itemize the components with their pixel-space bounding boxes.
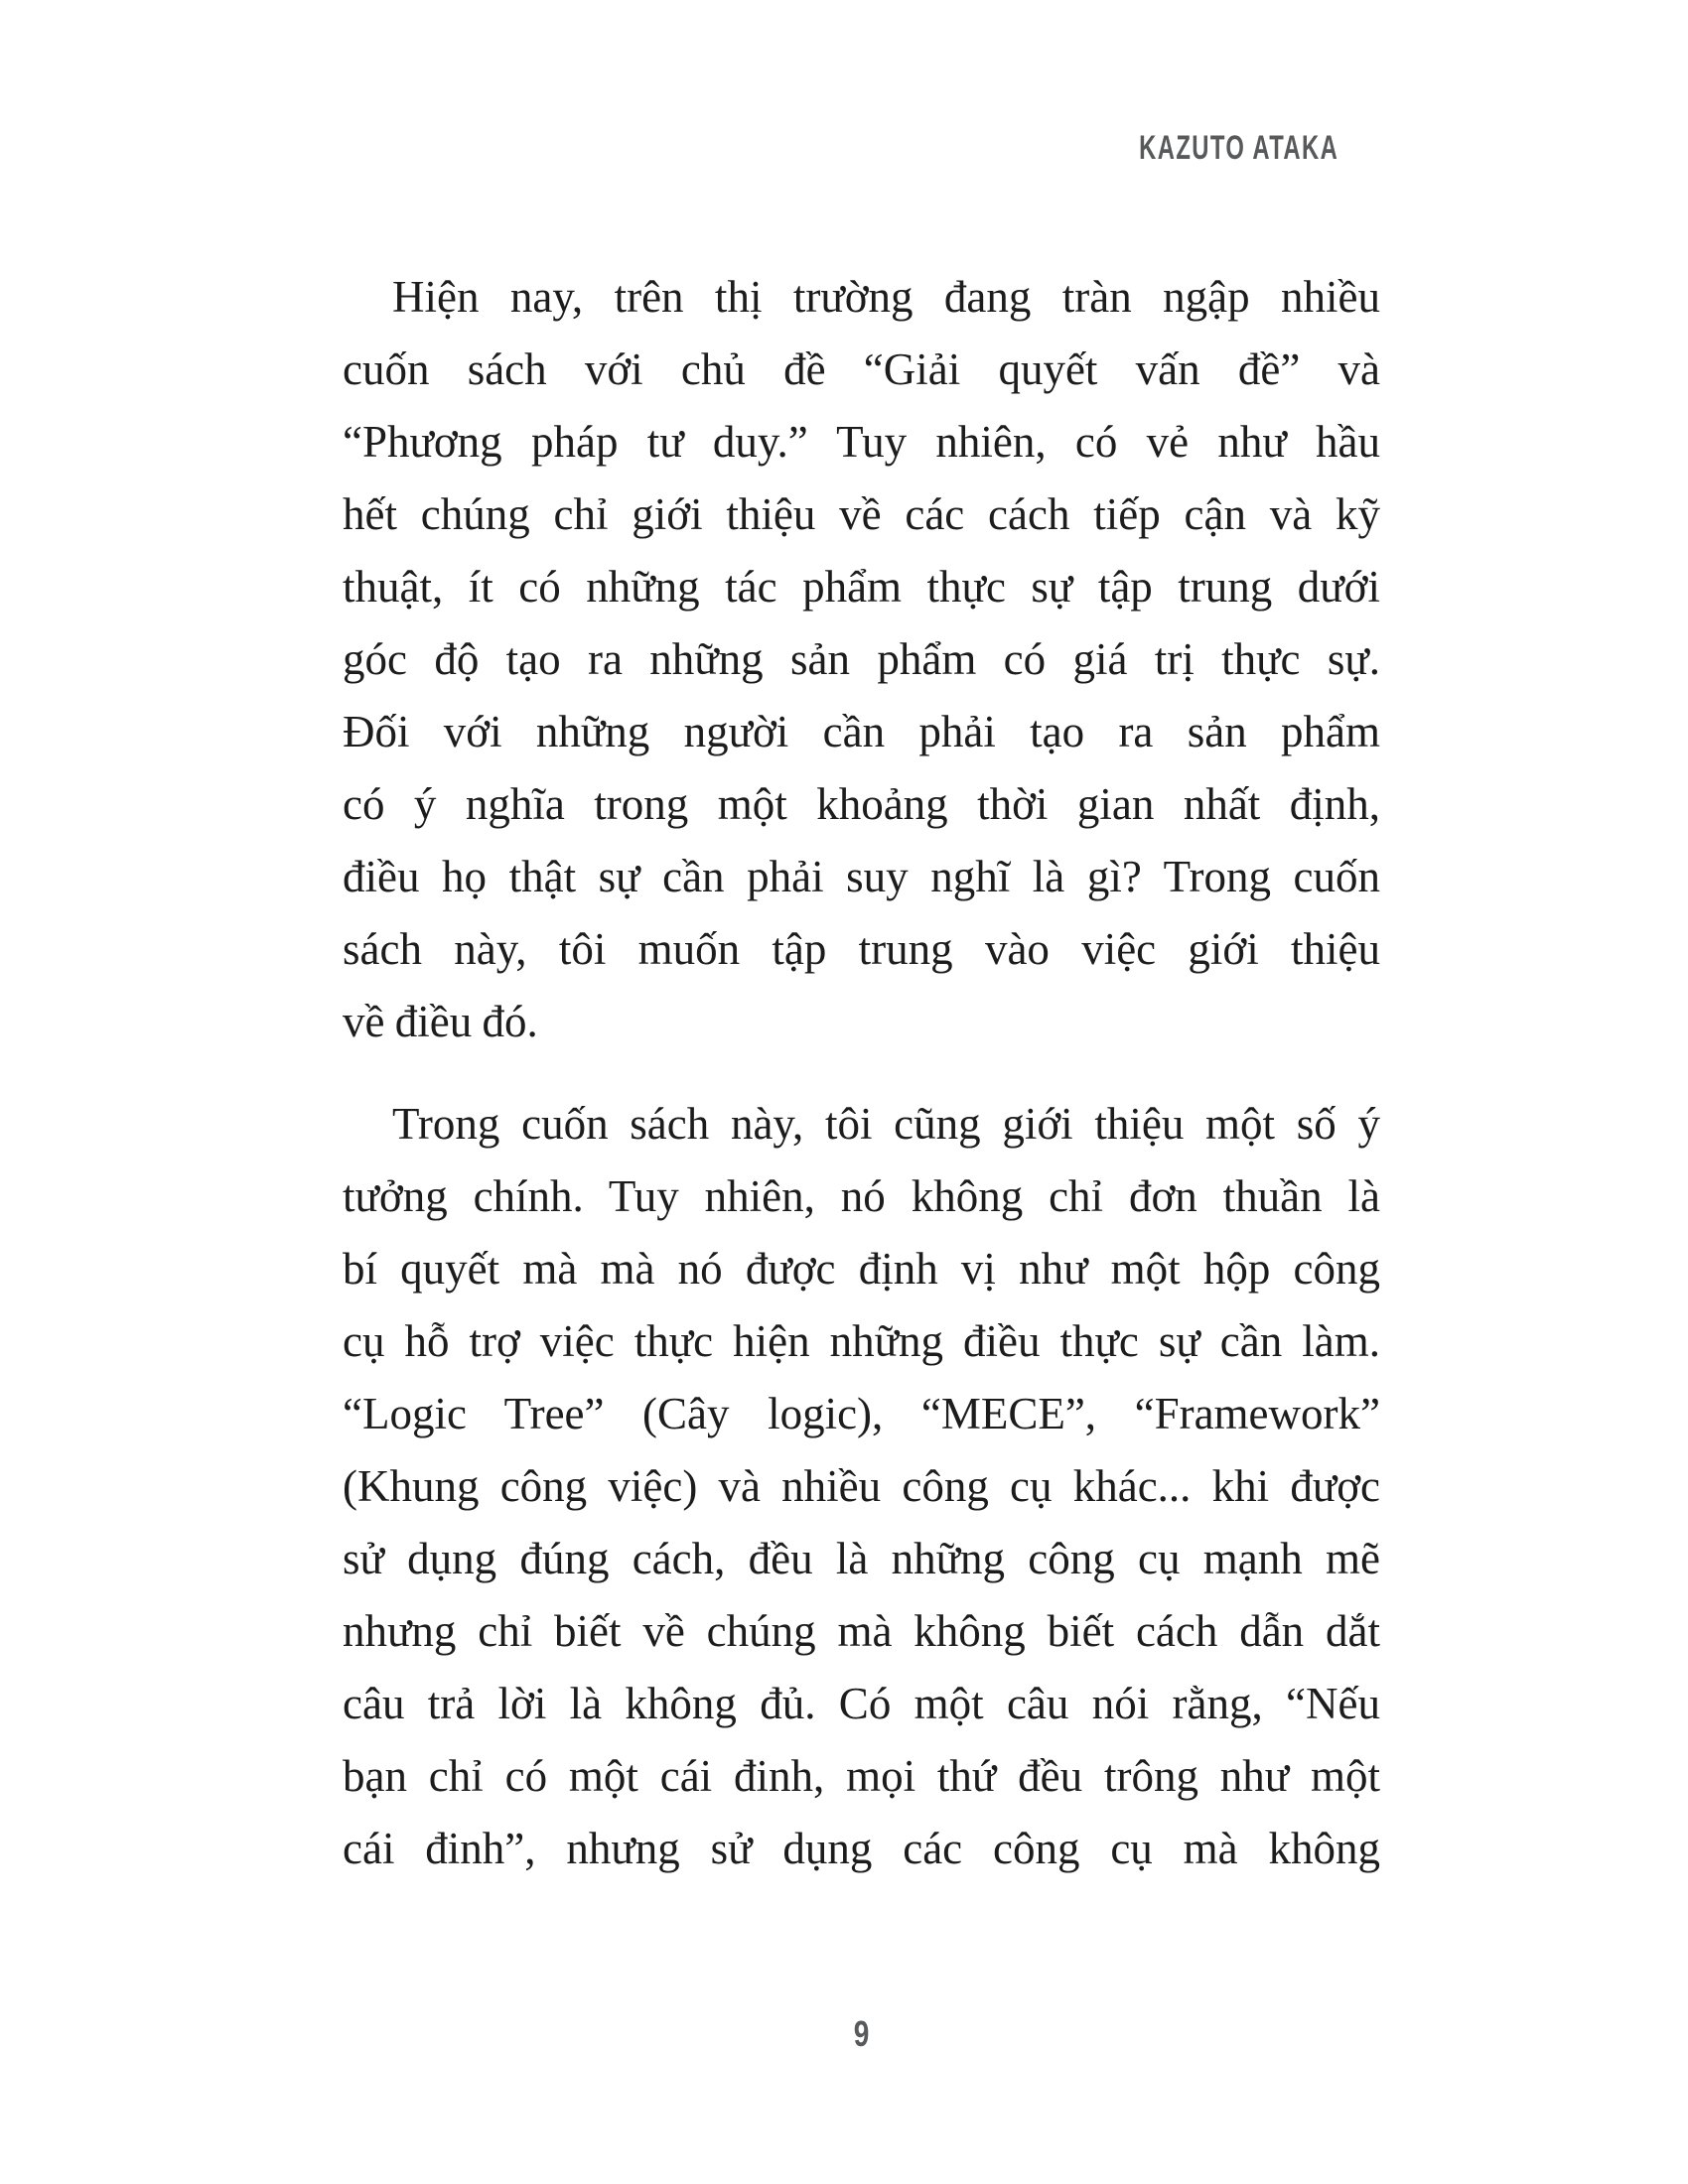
text-line: tưởng chính. Tuy nhiên, nó không chỉ đơn thuần là [343, 1171, 1380, 1221]
text-line: Đối với những người cần phải tạo ra sản phẩm [343, 707, 1380, 756]
paragraph-2 [343, 1088, 1380, 1885]
text-line: hết chúng chỉ giới thiệu về các cách tiếp cận và kỹ [343, 489, 1380, 539]
text-line: Hiện nay, trên thị trường đang tràn ngập nhiều [392, 272, 1380, 322]
text-line: câu trả lời là không đủ. Có một câu nói rằng, “Nếu [343, 1679, 1380, 1728]
text-line: sách này, tôi muốn tập trung vào việc giới thiệu [343, 924, 1380, 974]
text-line: thuật, ít có những tác phẩm thực sự tập trung dưới [343, 562, 1380, 612]
body-text [343, 261, 1380, 1885]
text-line: nhưng chỉ biết về chúng mà không biết cách dẫn dắt [343, 1606, 1380, 1656]
text-line: cụ hỗ trợ việc thực hiện những điều thực sự cần làm. [343, 1316, 1380, 1366]
text-line: góc độ tạo ra những sản phẩm có giá trị thực sự. [343, 634, 1380, 684]
running-header-author: KAZUTO ATAKA [1138, 129, 1338, 167]
text-line: cuốn sách với chủ đề “Giải quyết vấn đề” và [343, 344, 1380, 394]
text-line: bí quyết mà mà nó được định vị như một hộp công [343, 1244, 1380, 1294]
text-line: về điều đó. [343, 997, 538, 1046]
text-line: điều họ thật sự cần phải suy nghĩ là gì? Trong cuốn [343, 852, 1380, 901]
text-line: có ý nghĩa trong một khoảng thời gian nhất định, [343, 779, 1380, 829]
text-line: “Logic Tree” (Cây logic), “MECE”, “Framework” [343, 1389, 1380, 1438]
text-line: (Khung công việc) và nhiều công cụ khác... khi được [343, 1461, 1380, 1511]
text-line: cái đinh”, nhưng sử dụng các công cụ mà không [343, 1824, 1380, 1873]
text-line: bạn chỉ có một cái đinh, mọi thứ đều trông như một [343, 1751, 1380, 1801]
text-line: “Phương pháp tư duy.” Tuy nhiên, có vẻ như hầu [343, 417, 1380, 467]
page-number: 9 [853, 2013, 870, 2054]
paragraph-1 [343, 261, 1380, 1058]
text-line: Trong cuốn sách này, tôi cũng giới thiệu một số ý [392, 1099, 1380, 1149]
text-line: sử dụng đúng cách, đều là những công cụ mạnh mẽ [343, 1534, 1380, 1583]
